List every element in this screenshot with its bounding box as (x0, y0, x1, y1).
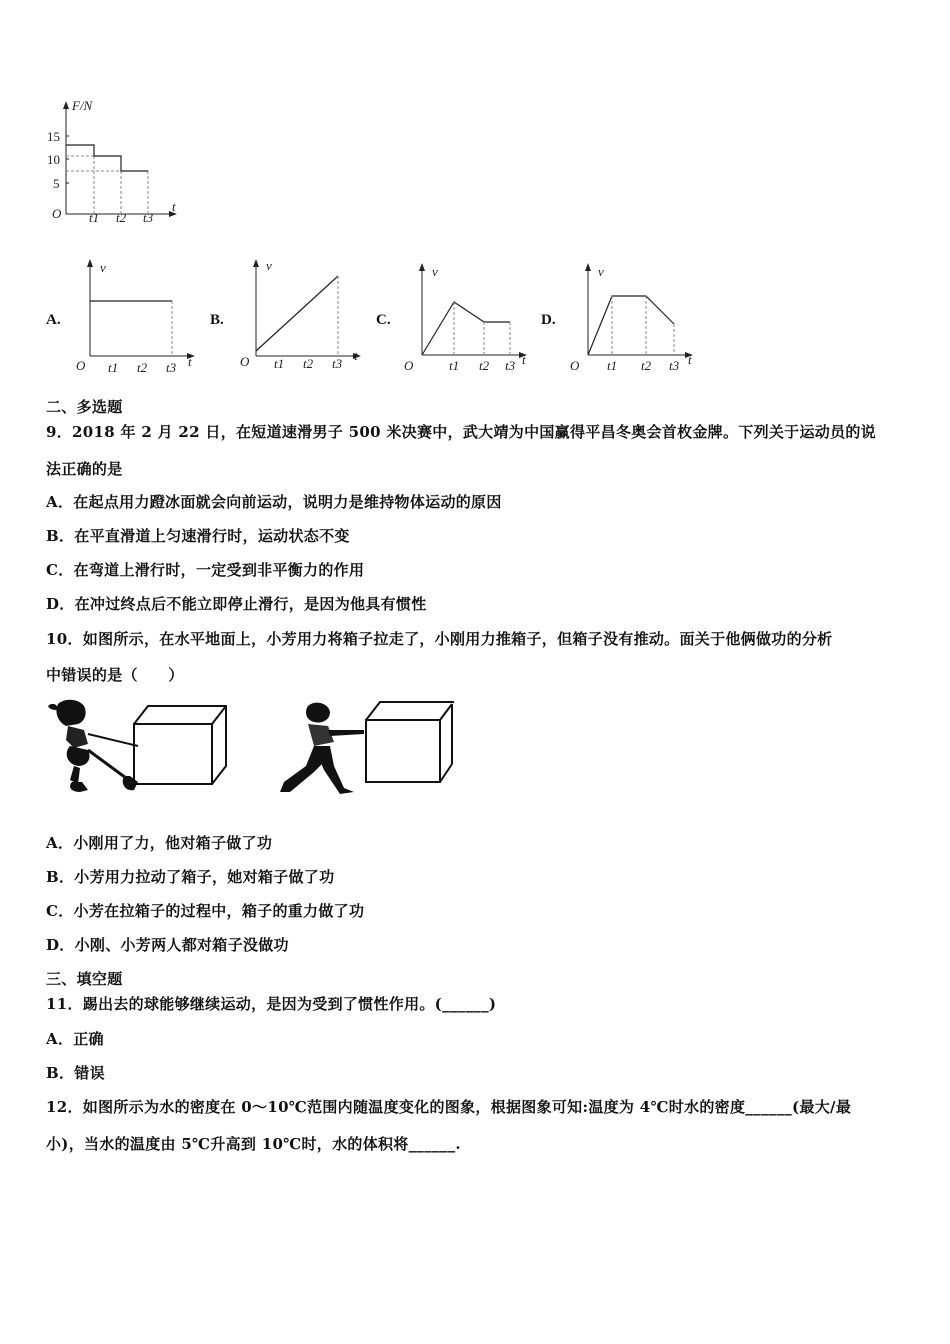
q9-option-a: A．在起点用力蹬冰面就会向前运动，说明力是维持物体运动的原因 (46, 493, 502, 511)
vt-a-o: O (76, 358, 86, 373)
q10-stem-line1: 10．如图所示，在水平地面上，小芳用力将箱子拉走了，小刚用力推箱子，但箱子没有推动。面关于他俩做功的分析 (46, 630, 833, 648)
vt-d-t1: t1 (607, 358, 618, 373)
vt-c-x: t (522, 352, 526, 367)
q12-stem-line1: 12．如图所示为水的密度在 0～10℃范围内随温度变化的图象，根据图象可知:温度为 4℃时水的密度______(最大/最 (46, 1098, 852, 1116)
section-3-title: 三、填空题 (46, 970, 123, 988)
option-a-label: A. (46, 312, 61, 328)
q9-option-d: D．在冲过终点后不能立即停止滑行，是因为他具有惯性 (46, 595, 427, 613)
q9-stem-line1: 9．2018 年 2 月 22 日，在短道速滑男子 500 米决赛中，武大靖为中国赢得平昌冬奥会首枚金牌。下列关于运动员的说 (46, 423, 876, 441)
q11-option-a: A．正确 (46, 1030, 104, 1048)
q10-illustration-svg (44, 696, 454, 806)
vt-d-t3: t3 (669, 358, 680, 373)
q12-stem-line2: 小)，当水的温度由 5℃升高到 10℃时，水的体积将______. (46, 1135, 461, 1153)
option-d-label: D. (541, 312, 556, 328)
box-right (366, 702, 454, 782)
force-time-graph (44, 96, 194, 231)
f-x-tick-t2: t2 (116, 210, 127, 225)
vt-line-d (588, 296, 674, 355)
q10-option-c: C．小芳在拉箱子的过程中，箱子的重力做了功 (46, 902, 365, 920)
f-tick-label-10: 10 (47, 152, 60, 167)
vt-graph-c-svg (402, 260, 532, 382)
vt-line-c (422, 302, 510, 355)
vt-a-t2: t2 (137, 360, 148, 375)
f-x-tick-t1: t1 (89, 210, 100, 225)
pull-rope (88, 734, 138, 746)
q10-option-a: A．小刚用了力，他对箱子做了功 (46, 834, 273, 852)
vt-b-t3: t3 (332, 356, 343, 371)
vt-a-x: t (188, 354, 192, 369)
vt-c-t3: t3 (505, 358, 516, 373)
vt-b-t2: t2 (303, 356, 314, 371)
q11-option-b: B．错误 (46, 1064, 105, 1082)
q9-option-b: B．在平直滑道上匀速滑行时，运动状态不变 (46, 527, 350, 545)
vt-a-t1: t1 (108, 360, 119, 375)
f-axis-x-label: t (172, 199, 176, 214)
f-tick-label-5: 5 (53, 176, 60, 191)
vt-b-o: O (240, 354, 250, 369)
vt-d-y: v (598, 264, 604, 279)
force-step-line (66, 145, 148, 171)
q10-stem-line2: 中错误的是（ ） (46, 666, 184, 684)
vt-c-o: O (404, 358, 414, 373)
f-tick-label-15: 15 (47, 129, 60, 144)
q10-option-d: D．小刚、小芳两人都对箱子没做功 (46, 936, 289, 954)
vt-d-x: t (688, 352, 692, 367)
vt-graph-a-svg (70, 256, 200, 378)
vt-b-x: t (354, 348, 358, 363)
vt-b-t1: t1 (274, 356, 285, 371)
vt-graph-b (236, 256, 366, 378)
f-origin-label: O (52, 206, 62, 221)
girl-pulling-figure (48, 700, 138, 792)
q10-option-b: B．小芳用力拉动了箱子，她对箱子做了功 (46, 868, 335, 886)
vt-d-o: O (570, 358, 580, 373)
q9-option-c: C．在弯道上滑行时，一定受到非平衡力的作用 (46, 561, 365, 579)
vt-c-y: v (432, 264, 438, 279)
vt-a-y: v (100, 260, 106, 275)
vt-graph-d-svg (568, 260, 698, 382)
vt-line-b (256, 276, 338, 351)
section-2-title: 二、多选题 (46, 398, 123, 416)
f-axis-y-arrow (63, 101, 69, 109)
option-c-label: C. (376, 312, 391, 328)
vt-c-t1: t1 (449, 358, 460, 373)
boy-pushing-figure (280, 703, 364, 794)
vt-c-t2: t2 (479, 358, 490, 373)
vt-b-y: v (266, 258, 272, 273)
q10-illustration (44, 696, 454, 810)
q11-stem: 11．踢出去的球能够继续运动，是因为受到了惯性作用。(______) (46, 995, 497, 1013)
option-b-label: B. (210, 312, 224, 328)
vt-a-t3: t3 (166, 360, 177, 375)
force-time-graph-svg (44, 96, 194, 231)
q9-stem-line2: 法正确的是 (46, 460, 123, 478)
vt-d-t2: t2 (641, 358, 652, 373)
f-x-tick-t3: t3 (143, 210, 154, 225)
vt-graph-a (70, 256, 200, 378)
vt-graph-b-svg (236, 256, 366, 378)
vt-graph-c (402, 260, 532, 382)
box-left (134, 706, 226, 784)
f-axis-y-label: F/N (72, 98, 93, 113)
vt-graph-d (568, 260, 698, 382)
